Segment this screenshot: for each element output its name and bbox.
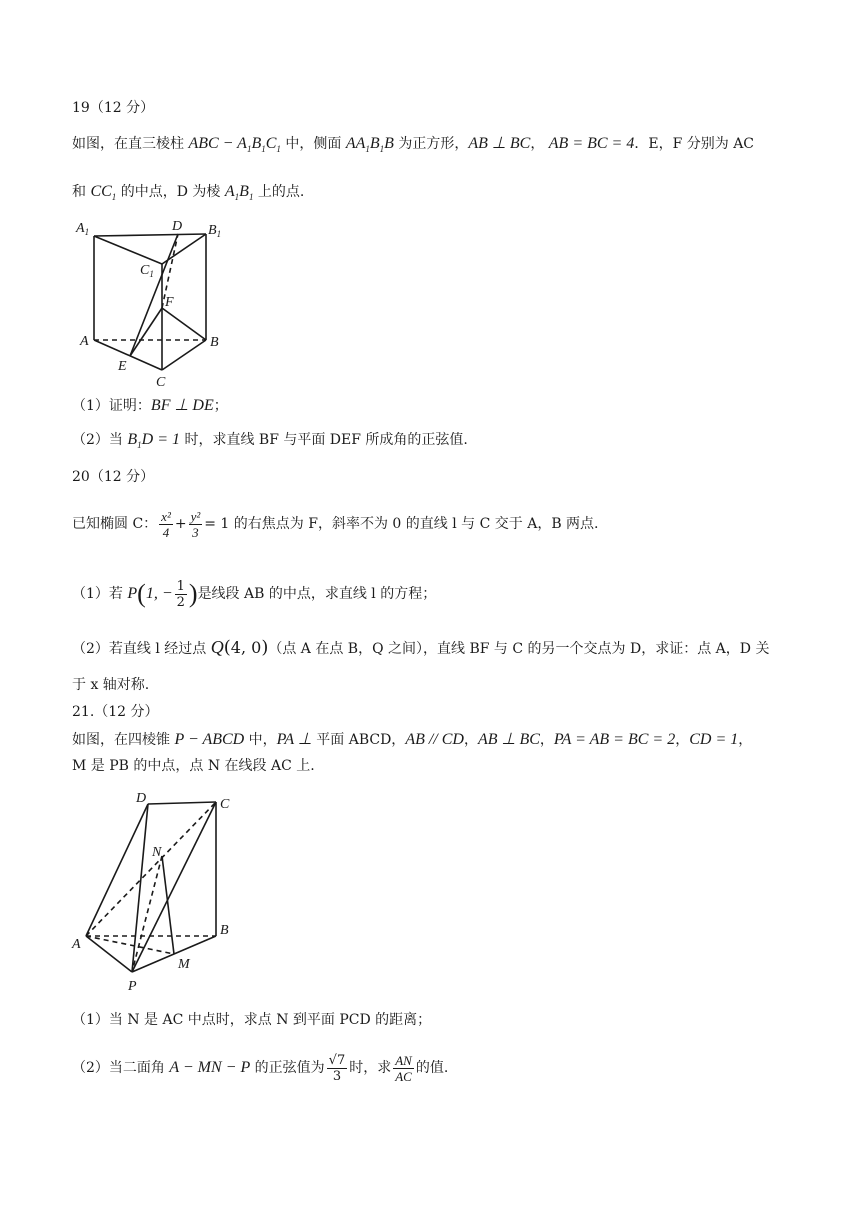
label-m: M — [178, 957, 190, 972]
paren-right: ) — [188, 579, 198, 608]
q19-l1-pre: 如图，在直三棱柱 — [72, 136, 189, 152]
frac-num: y² — [190, 508, 201, 524]
segment-np-hidden — [132, 856, 162, 972]
label-f: F — [165, 295, 174, 310]
q20-header: 20（12 分） — [72, 469, 155, 485]
q19-a1: A — [224, 183, 235, 200]
q21-l1-pre: 如图，在四棱锥 — [72, 732, 175, 748]
frac-den: AC — [395, 1068, 412, 1084]
q19-b1d-rest: D = 1 — [141, 431, 180, 448]
segment-fb — [162, 308, 206, 340]
q19-face-expr — [345, 135, 394, 155]
q21-frac-ratio — [393, 1053, 414, 1084]
q19-a1b1-expr — [224, 183, 254, 203]
sub: 1 — [234, 192, 240, 203]
q20-l1-pre: 已知椭圆 C： — [72, 516, 158, 532]
edge-ac-hidden — [86, 802, 216, 936]
q20-part1 — [72, 576, 436, 612]
q20-part1-pre: （1）若 — [72, 586, 128, 602]
q21-pyramid-figure — [70, 786, 250, 996]
frac-num: 1 — [176, 578, 185, 594]
sub: 1 — [261, 144, 266, 155]
q20-part2-pre: （2）若直线 l 经过点 — [72, 641, 211, 657]
q21-part2-pre: （2）当二面角 — [72, 1060, 170, 1076]
q20-frac-y — [189, 509, 203, 540]
frac-num: AN — [395, 1052, 412, 1068]
segment-nm — [162, 856, 174, 954]
q19-cc-expr — [90, 183, 117, 203]
q20-coord-a: 1, − — [145, 585, 173, 602]
q19-l2-mid: 的中点，D 为棱 — [116, 184, 225, 200]
plus-sign: + — [174, 516, 187, 532]
q21-statement-line1 — [72, 730, 752, 750]
label-a: A — [80, 334, 89, 349]
q19-part1-expr: BF ⊥ DE — [150, 397, 214, 414]
q19-part2-expr — [127, 431, 180, 451]
q19-l2-pre: 和 — [72, 184, 91, 200]
q21-eq: PA = AB = BC = 2 — [553, 731, 676, 748]
sub: 1 — [365, 144, 370, 155]
label-a1: $A_1$ — [76, 221, 90, 237]
frac-den: 3 — [332, 1068, 342, 1084]
comma: ， — [530, 136, 545, 152]
q19-face-c: B — [384, 135, 394, 152]
q19-part2 — [72, 430, 468, 455]
q20-eq1: = 1 — [204, 516, 230, 532]
q19-statement-line1 — [72, 134, 754, 159]
comma: ， — [463, 732, 478, 748]
q20-frac-x — [159, 509, 173, 540]
q20-point-q: Q — [210, 637, 224, 657]
edge-da — [86, 804, 148, 936]
q21-header: 21.（12 分） — [72, 704, 159, 720]
edge-dc — [148, 802, 216, 804]
sub: 1 — [246, 144, 252, 155]
q20-coord-q: 4, 0 — [230, 638, 262, 657]
label-c1: $C_1$ — [140, 263, 154, 279]
frac-den: 3 — [192, 524, 199, 540]
label-c: C — [156, 375, 166, 390]
q21-parallel: AB // CD — [405, 731, 464, 748]
q21-part2-end: 的值. — [415, 1060, 449, 1076]
label-e: E — [118, 359, 127, 374]
label-b: B — [220, 923, 229, 938]
frac-den: 4 — [162, 524, 170, 540]
sub: 1 — [276, 144, 281, 155]
edge-a1c1 — [94, 236, 162, 264]
q21-l1-mid: 中， — [244, 732, 277, 748]
frac-num: √7 — [328, 1052, 346, 1068]
q19-cc: CC — [90, 183, 112, 200]
q19-part1 — [72, 396, 228, 416]
q19-l1-mid: 中，侧面 — [280, 136, 346, 152]
frac-num: x² — [161, 508, 171, 524]
q20-part1-end: 是线段 AB 的中点，求直线 l 的方程； — [197, 586, 437, 602]
label-b1: $B_1$ — [208, 223, 222, 239]
q20-part2 — [72, 637, 769, 659]
edge-ap — [86, 936, 132, 972]
q19-prism-b: B — [251, 135, 262, 152]
q19-b1d-b: B — [127, 431, 138, 448]
q21-perp: AB ⊥ BC — [477, 731, 540, 748]
q21-part2-mid2: 时，求 — [349, 1060, 392, 1076]
q20-frac-half — [175, 579, 187, 610]
label-c: C — [220, 797, 230, 812]
edge-cp — [132, 802, 216, 972]
label-b: B — [210, 335, 219, 350]
q19-face-b: B — [369, 135, 380, 152]
q19-prism-c: C — [265, 135, 277, 152]
q21-statement-line2: M 是 PB 的中点，点 N 在线段 AC 上. — [72, 758, 315, 774]
label-p: P — [128, 979, 137, 994]
q19-face-a: AA — [345, 135, 366, 152]
q21-cd: CD = 1 — [689, 731, 739, 748]
q21-part2 — [72, 1048, 448, 1088]
q19-l2-end: 上的点. — [253, 184, 305, 200]
q19-part2-end: 时，求直线 BF 与平面 DEF 所成角的正弦值. — [180, 432, 468, 448]
q20-part2-line2: 于 x 轴对称. — [72, 677, 150, 693]
comma: ， — [539, 732, 554, 748]
segment-am-hidden — [86, 936, 174, 954]
sub: 1 — [379, 144, 385, 155]
label-n: N — [152, 845, 162, 860]
edge-bc — [162, 340, 206, 370]
q19-prism-a: ABC − A — [188, 135, 247, 152]
sub: 1 — [111, 192, 117, 203]
sub: 1 — [137, 440, 142, 451]
q20-part2-end: （点 A 在点 B，Q 之间），直线 BF 与 C 的另一个交点为 D，求证：点 A，D 关 — [268, 641, 770, 657]
label-d: D — [172, 219, 183, 234]
q19-header: 19（12 分） — [72, 100, 155, 116]
q21-plane: 平面 ABCD， — [311, 732, 406, 748]
q19-prism-expr — [188, 135, 281, 155]
edge-a1b1 — [94, 234, 206, 236]
q19-l1-mid2: 为正方形， — [393, 136, 469, 152]
q19-statement-line2 — [72, 182, 304, 207]
q20-l1-end: 的右焦点为 F，斜率不为 0 的直线 l 与 C 交于 A，B 两点. — [229, 516, 599, 532]
q21-part1: （1）当 N 是 AC 中点时，求点 N 到平面 PCD 的距离； — [72, 1012, 432, 1028]
q19-part2-pre: （2）当 — [72, 432, 128, 448]
q21-pyramid: P − ABCD — [174, 731, 245, 748]
comma: ， — [675, 732, 690, 748]
q21-dihedral: A − MN − P — [169, 1059, 251, 1076]
paren-right: ) — [261, 637, 269, 658]
label-d: D — [136, 791, 147, 806]
q21-part2-mid: 的正弦值为 — [250, 1060, 325, 1076]
q20-statement — [72, 506, 599, 542]
q20-point-p: P — [127, 585, 138, 602]
q21-pa-perp: PA ⊥ — [276, 731, 312, 748]
comma: ， — [738, 732, 753, 748]
q19-b1: B — [239, 183, 249, 200]
q19-part1-end: ； — [213, 398, 228, 414]
edge-ac — [94, 340, 162, 370]
q21-frac-sqrt7 — [327, 1053, 348, 1084]
q19-perp: AB ⊥ BC — [468, 135, 531, 152]
q19-prism-figure — [70, 214, 240, 392]
frac-den: 2 — [176, 594, 185, 610]
sub: 1 — [248, 192, 254, 203]
q19-eq: AB = BC = 4 — [548, 135, 635, 152]
q19-part1-pre: （1）证明： — [72, 398, 151, 414]
q19-l1-end: ．E，F 分别为 AC — [634, 136, 755, 152]
label-a: A — [72, 937, 81, 952]
paren-left: ( — [137, 579, 146, 608]
paren-left: ( — [223, 637, 231, 658]
